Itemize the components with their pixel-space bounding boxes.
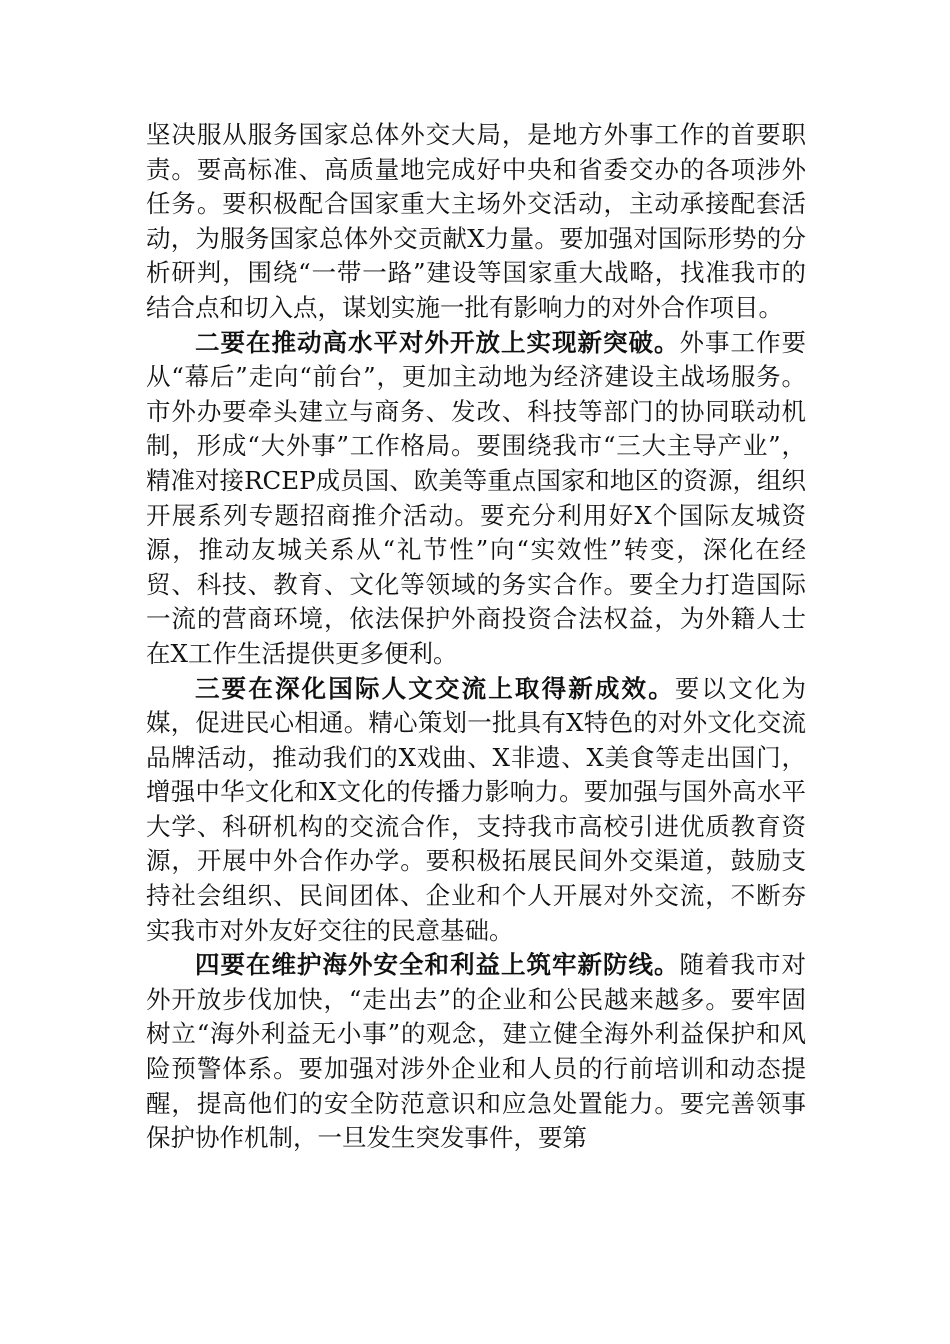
paragraph-4 (146, 948, 806, 1156)
paragraph-1-text: 坚决服从服务国家总体外交大局，是地方外事工作的首要职责。要高标准、高质量地完成好中央和省委交办的各项涉外任务。要积极配合国家重大主场外交活动，主动承接配套活动，为服务国家总体外交贡献X力量。要加强对国际形势的分析研判，围绕“一带一路”建设等国家重大战略，找准我市的结合点和切入点，谋划实施一批有影响力的对外合作项目。 (146, 120, 806, 322)
paragraph-4-heading: 四要在维护海外安全和利益上筑牢新防线。 (195, 950, 680, 980)
paragraph-2-text: 外事工作要从“幕后”走向“前台”，更加主动地为经济建设主战场服务。市外办要牵头建立与商务、发改、科技等部门的协同联动机制，形成“大外事”工作格局。要围绕我市“三大主导产业”，精准对接RCEP成员国、欧美等重点国家和地区的资源，组织开展系列专题招商推介活动。要充分利用好X个国际友城资源，推动友城关系从“礼节性”向“实效性”转变，深化在经贸、科技、教育、文化等领域的务实合作。要全力打造国际一流的营商环境，依法保护外商投资合法权益，为外籍人士在X工作生活提供更多便利。 (146, 327, 806, 668)
document-body (146, 118, 806, 1156)
paragraph-3 (146, 672, 806, 949)
paragraph-1 (146, 118, 806, 326)
paragraph-3-text: 要以文化为媒，促进民心相通。精心策划一批具有X特色的对外文化交流品牌活动，推动我们的X戏曲、X非遗、X美食等走出国门，增强中华文化和X文化的传播力影响力。要加强与国外高水平大学、科研机构的交流合作，支持我市高校引进优质教育资源，开展中外合作办学。要积极拓展民间外交渠道，鼓励支持社会组织、民间团体、企业和个人开展对外交流，不断夯实我市对外友好交往的民意基础。 (146, 673, 807, 945)
paragraph-3-heading: 三要在深化国际人文交流上取得新成效。 (195, 673, 675, 703)
paragraph-4-text: 随着我市对外开放步伐加快，“走出去”的企业和公民越来越多。要牢固树立“海外利益无小事”的观念，建立健全海外利益保护和风险预警体系。要加强对涉外企业和人员的行前培训和动态提醒，提高他们的安全防范意识和应急处置能力。要完善领事保护协作机制，一旦发生突发事件，要第 (146, 950, 806, 1153)
paragraph-2-heading: 二要在推动高水平对外开放上实现新突破。 (195, 327, 680, 357)
paragraph-2 (146, 326, 806, 672)
